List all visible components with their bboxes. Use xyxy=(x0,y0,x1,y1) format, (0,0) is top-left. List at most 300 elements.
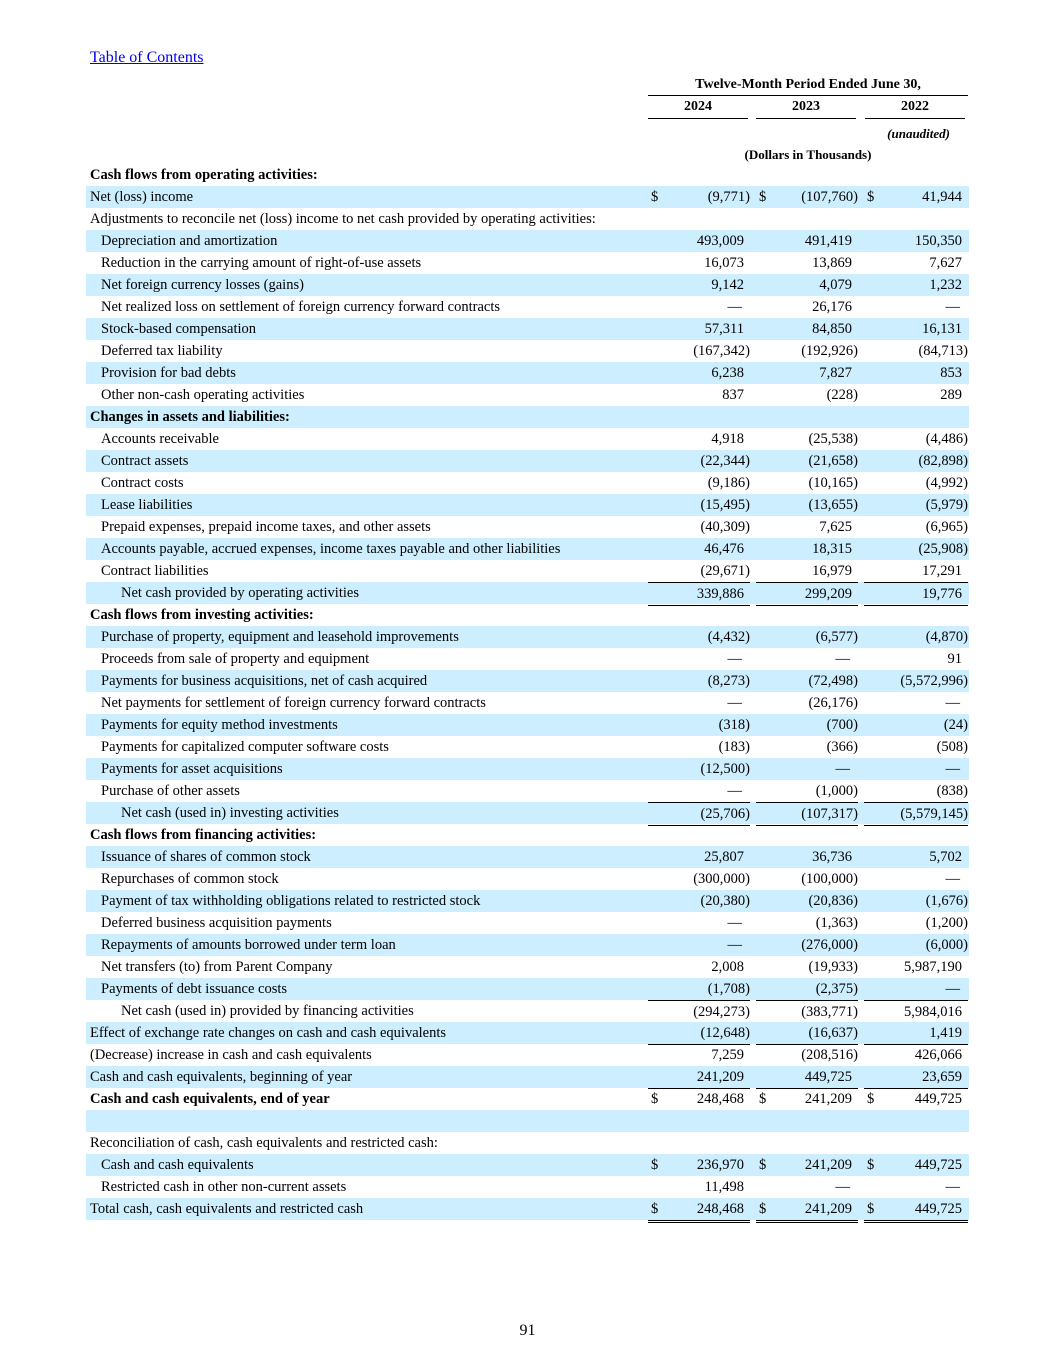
cell-value: (838) xyxy=(936,783,968,799)
value-cell xyxy=(648,714,750,736)
value-cell xyxy=(756,186,858,208)
cell-value: — xyxy=(835,1179,850,1195)
value-cell xyxy=(864,648,968,670)
cell-value: (383,771) xyxy=(801,1004,858,1020)
value-cell xyxy=(648,692,750,714)
value-cell xyxy=(648,868,750,890)
row-label: Accounts payable, accrued expenses, income taxes payable and other liabilities xyxy=(101,541,561,557)
row-label: Payments for equity method investments xyxy=(101,717,338,733)
cell-value: 248,468 xyxy=(696,1201,744,1217)
row-label: Restricted cash in other non-current assets xyxy=(101,1179,347,1195)
row-label: Reduction in the carrying amount of right-of-use assets xyxy=(101,255,422,271)
value-cell xyxy=(756,1044,858,1066)
value-cell xyxy=(864,1154,968,1176)
value-cell xyxy=(648,428,750,450)
value-cell xyxy=(756,560,858,582)
cell-value: 16,979 xyxy=(812,563,852,579)
cell-value: — xyxy=(945,871,960,887)
row-label: Cash and cash equivalents xyxy=(101,1157,254,1173)
value-cell xyxy=(648,186,750,208)
table-row xyxy=(86,780,969,802)
value-cell xyxy=(648,648,750,670)
value-cell xyxy=(648,494,750,516)
cell-value: 16,131 xyxy=(922,321,962,337)
value-cell xyxy=(864,340,968,362)
table-row xyxy=(86,912,969,934)
table-row xyxy=(86,670,969,692)
value-cell xyxy=(864,252,968,274)
value-cell xyxy=(648,230,750,252)
row-label: Proceeds from sale of property and equipment xyxy=(101,651,370,667)
dollar-sign: $ xyxy=(651,1091,659,1107)
cell-value: (5,979) xyxy=(925,497,968,513)
value-cell xyxy=(864,494,968,516)
cell-value: (84,713) xyxy=(918,343,968,359)
cell-value: 339,886 xyxy=(696,586,744,602)
value-cell xyxy=(756,1198,858,1223)
value-cell xyxy=(648,472,750,494)
table-row xyxy=(86,186,969,208)
table-row xyxy=(86,1110,969,1132)
cell-value: (29,671) xyxy=(700,563,750,579)
units-caption: (Dollars in Thousands) xyxy=(744,147,872,162)
row-label: Accounts receivable xyxy=(101,431,219,447)
cell-value: (700) xyxy=(826,717,858,733)
cell-value: 1,419 xyxy=(929,1025,962,1041)
row-label: Cash and cash equivalents, beginning of year xyxy=(90,1069,353,1085)
cell-value: 248,468 xyxy=(696,1091,744,1107)
value-cell xyxy=(756,670,858,692)
cell-value: (20,836) xyxy=(808,893,858,909)
table-row xyxy=(86,560,969,582)
value-cell xyxy=(756,692,858,714)
value-cell xyxy=(756,1066,858,1089)
value-cell xyxy=(756,230,858,252)
cell-value: 19,776 xyxy=(922,586,962,602)
table-row xyxy=(86,604,969,626)
cell-value: (21,658) xyxy=(808,453,858,469)
cell-value: (22,344) xyxy=(700,453,750,469)
value-cell xyxy=(648,846,750,868)
cell-value: (5,579,145) xyxy=(900,806,968,822)
year-header-2024: 2024 xyxy=(648,99,748,119)
cell-value: (508) xyxy=(936,739,968,755)
value-cell xyxy=(648,1154,750,1176)
cell-value: (5,572,996) xyxy=(900,673,968,689)
row-label: Net foreign currency losses (gains) xyxy=(101,277,304,293)
value-cell xyxy=(864,758,968,780)
value-cell xyxy=(864,868,968,890)
cell-value: 46,476 xyxy=(704,541,744,557)
row-label: Stock-based compensation xyxy=(101,321,257,337)
dollar-sign: $ xyxy=(651,1201,659,1217)
value-cell xyxy=(864,1022,968,1045)
table-row xyxy=(86,1066,969,1088)
row-label: Contract assets xyxy=(101,453,189,469)
cell-value: (12,648) xyxy=(700,1025,750,1041)
cell-value: — xyxy=(945,299,960,315)
cell-value: 4,079 xyxy=(819,277,852,293)
cell-value: (100,000) xyxy=(801,871,858,887)
value-cell xyxy=(756,890,858,912)
cell-value: — xyxy=(945,761,960,777)
dollar-sign: $ xyxy=(867,1201,875,1217)
cell-value: (40,309) xyxy=(700,519,750,535)
value-cell xyxy=(648,1000,750,1024)
value-cell xyxy=(756,318,858,340)
table-row xyxy=(86,362,969,384)
value-cell xyxy=(756,758,858,780)
table-row xyxy=(86,428,969,450)
value-cell xyxy=(756,1176,858,1199)
value-cell xyxy=(756,868,858,890)
table-row xyxy=(86,318,969,340)
dollar-sign: $ xyxy=(867,1157,875,1173)
value-cell xyxy=(648,1044,750,1066)
dollar-sign: $ xyxy=(759,189,767,205)
cell-value: 241,209 xyxy=(804,1201,852,1217)
value-cell xyxy=(648,890,750,912)
cell-value: 837 xyxy=(722,387,744,403)
cell-value: (6,965) xyxy=(925,519,968,535)
dollar-sign: $ xyxy=(867,1091,875,1107)
table-row xyxy=(86,516,969,538)
table-row xyxy=(86,230,969,252)
value-cell xyxy=(756,516,858,538)
row-label: Total cash, cash equivalents and restricted cash xyxy=(90,1201,364,1217)
cell-value: 7,625 xyxy=(819,519,852,535)
value-cell xyxy=(864,978,968,1000)
cell-value: 18,315 xyxy=(812,541,852,557)
value-cell xyxy=(756,912,858,934)
value-cell xyxy=(864,802,968,826)
table-row xyxy=(86,1022,969,1044)
row-label: Adjustments to reconcile net (loss) income to net cash provided by operating activities: xyxy=(90,211,596,227)
row-label: Effect of exchange rate changes on cash and cash equivalents xyxy=(90,1025,447,1041)
cash-flow-table xyxy=(86,164,969,1220)
cell-value: 449,725 xyxy=(804,1069,852,1085)
dollar-sign: $ xyxy=(867,189,875,205)
dollar-sign: $ xyxy=(759,1091,767,1107)
cell-value: (183) xyxy=(718,739,750,755)
value-cell xyxy=(648,582,750,606)
value-cell xyxy=(864,912,968,934)
table-row xyxy=(86,648,969,670)
value-cell xyxy=(756,362,858,384)
value-cell xyxy=(648,1176,750,1199)
cell-value: 13,869 xyxy=(812,255,852,271)
cell-value: 9,142 xyxy=(711,277,744,293)
table-row xyxy=(86,956,969,978)
value-cell xyxy=(648,1198,750,1223)
cell-value: 449,725 xyxy=(914,1157,962,1173)
cell-value: (1,200) xyxy=(925,915,968,931)
table-row xyxy=(86,868,969,890)
value-cell xyxy=(864,1088,968,1110)
cell-value: (9,771) xyxy=(707,189,750,205)
table-row xyxy=(86,406,969,428)
row-label: Net transfers (to) from Parent Company xyxy=(101,959,333,975)
table-row xyxy=(86,1132,969,1154)
dollar-sign: $ xyxy=(651,1157,659,1173)
value-cell xyxy=(756,648,858,670)
value-cell xyxy=(756,846,858,868)
cell-value: 7,259 xyxy=(711,1047,744,1063)
cell-value: 449,725 xyxy=(914,1201,962,1217)
row-label: Deferred business acquisition payments xyxy=(101,915,332,931)
row-label: Net cash (used in) provided by financing activities xyxy=(121,1003,414,1019)
value-cell xyxy=(648,560,750,582)
value-cell xyxy=(648,956,750,978)
cell-value: (12,500) xyxy=(700,761,750,777)
row-label: Payments for capitalized computer software costs xyxy=(101,739,389,755)
cell-value: 493,009 xyxy=(696,233,744,249)
row-label: Purchase of other assets xyxy=(101,783,240,799)
value-cell xyxy=(756,340,858,362)
value-cell xyxy=(648,978,750,1000)
cell-value: (1,676) xyxy=(925,893,968,909)
cell-value: (6,577) xyxy=(815,629,858,645)
value-cell xyxy=(756,252,858,274)
value-cell xyxy=(864,780,968,802)
table-row xyxy=(86,890,969,912)
cell-value: (208,516) xyxy=(801,1047,858,1063)
value-cell xyxy=(864,384,968,406)
row-label: Repayments of amounts borrowed under term loan xyxy=(101,937,396,953)
table-row xyxy=(86,934,969,956)
cell-value: (16,637) xyxy=(808,1025,858,1041)
row-label: Net (loss) income xyxy=(90,189,194,205)
table-row xyxy=(86,494,969,516)
year-header-2023: 2023 xyxy=(756,99,856,119)
value-cell xyxy=(648,802,750,826)
cell-value: 84,850 xyxy=(812,321,852,337)
value-cell xyxy=(648,318,750,340)
cell-value: 289 xyxy=(940,387,962,403)
table-row xyxy=(86,626,969,648)
cell-value: 57,311 xyxy=(704,321,744,337)
cell-value: (25,538) xyxy=(808,431,858,447)
row-label: Cash flows from operating activities: xyxy=(90,167,318,183)
value-cell xyxy=(864,1198,968,1223)
value-cell xyxy=(648,1066,750,1089)
row-label: Lease liabilities xyxy=(101,497,193,513)
value-cell xyxy=(864,736,968,758)
value-cell xyxy=(756,802,858,826)
value-cell xyxy=(864,274,968,296)
cell-value: (4,870) xyxy=(925,629,968,645)
table-row xyxy=(86,846,969,868)
value-cell xyxy=(864,890,968,912)
cell-value: — xyxy=(945,1179,960,1195)
table-row xyxy=(86,1044,969,1066)
row-label: Purchase of property, equipment and leasehold improvements xyxy=(101,629,459,645)
cell-value: (318) xyxy=(718,717,750,733)
value-cell xyxy=(648,1088,750,1110)
table-row xyxy=(86,472,969,494)
table-row xyxy=(86,714,969,736)
table-row xyxy=(86,978,969,1000)
table-row xyxy=(86,164,969,186)
cell-value: 7,827 xyxy=(819,365,852,381)
value-cell xyxy=(864,582,968,606)
cell-value: (2,375) xyxy=(815,981,858,997)
cell-value: — xyxy=(727,937,742,953)
dollar-sign: $ xyxy=(759,1157,767,1173)
row-label: Provision for bad debts xyxy=(101,365,236,381)
row-label: Payments for asset acquisitions xyxy=(101,761,283,777)
cell-value: — xyxy=(727,299,742,315)
cell-value: 5,984,016 xyxy=(904,1004,962,1020)
table-row xyxy=(86,208,969,230)
row-label: Contract costs xyxy=(101,475,184,491)
row-label: Net cash provided by operating activities xyxy=(121,585,359,601)
value-cell xyxy=(648,296,750,318)
value-cell xyxy=(756,494,858,516)
cell-value: (300,000) xyxy=(693,871,750,887)
cell-value: 241,209 xyxy=(804,1157,852,1173)
table-row xyxy=(86,1176,969,1198)
value-cell xyxy=(648,516,750,538)
cell-value: 1,232 xyxy=(929,277,962,293)
cell-value: (6,000) xyxy=(925,937,968,953)
cell-value: (25,908) xyxy=(918,541,968,557)
cell-value: (1,363) xyxy=(815,915,858,931)
cell-value: (228) xyxy=(826,387,858,403)
row-label: Payments of debt issuance costs xyxy=(101,981,288,997)
cell-value: 41,944 xyxy=(922,189,962,205)
value-cell xyxy=(648,340,750,362)
value-cell xyxy=(756,1000,858,1024)
table-row xyxy=(86,340,969,362)
row-label: Net payments for settlement of foreign currency forward contracts xyxy=(101,695,486,711)
table-row xyxy=(86,824,969,846)
cell-value: (192,926) xyxy=(801,343,858,359)
cell-value: 26,176 xyxy=(812,299,852,315)
row-label: Issuance of shares of common stock xyxy=(101,849,311,865)
cell-value: 426,066 xyxy=(914,1047,962,1063)
cell-value: — xyxy=(727,651,742,667)
table-row xyxy=(86,582,969,604)
value-cell xyxy=(756,978,858,1000)
unaudited-note: (unaudited) xyxy=(887,126,950,141)
value-cell xyxy=(864,714,968,736)
value-cell xyxy=(756,934,858,956)
cell-value: (366) xyxy=(826,739,858,755)
value-cell xyxy=(864,1066,968,1089)
cell-value: 5,702 xyxy=(929,849,962,865)
value-cell xyxy=(864,472,968,494)
value-cell xyxy=(648,252,750,274)
value-cell xyxy=(756,1022,858,1045)
value-cell xyxy=(756,472,858,494)
cell-value: — xyxy=(727,695,742,711)
value-cell xyxy=(648,626,750,648)
cell-value: 241,209 xyxy=(696,1069,744,1085)
value-cell xyxy=(864,956,968,978)
row-label: Cash flows from investing activities: xyxy=(90,607,314,623)
table-row xyxy=(86,252,969,274)
cell-value: (19,933) xyxy=(808,959,858,975)
value-cell xyxy=(756,384,858,406)
value-cell xyxy=(864,362,968,384)
value-cell xyxy=(756,714,858,736)
value-cell xyxy=(756,956,858,978)
value-cell xyxy=(756,736,858,758)
cell-value: 17,291 xyxy=(922,563,962,579)
value-cell xyxy=(864,428,968,450)
page-number: 91 xyxy=(519,1322,536,1339)
value-cell xyxy=(864,846,968,868)
row-label: Net cash (used in) investing activities xyxy=(121,805,339,821)
value-cell xyxy=(648,758,750,780)
cell-value: — xyxy=(835,651,850,667)
row-label: Cash and cash equivalents, end of year xyxy=(90,1091,330,1107)
cell-value: 5,987,190 xyxy=(904,959,962,975)
row-label: Repurchases of common stock xyxy=(101,871,279,887)
cell-value: — xyxy=(727,915,742,931)
table-row xyxy=(86,384,969,406)
value-cell xyxy=(648,450,750,472)
cell-value: (107,760) xyxy=(801,189,858,205)
cell-value: — xyxy=(835,761,850,777)
cell-value: — xyxy=(945,695,960,711)
cell-value: 4,918 xyxy=(711,431,744,447)
row-label: Changes in assets and liabilities: xyxy=(90,409,290,425)
cell-value: (1,000) xyxy=(815,783,858,799)
value-cell xyxy=(756,1088,858,1110)
cell-value: 2,008 xyxy=(711,959,744,975)
value-cell xyxy=(756,296,858,318)
table-row xyxy=(86,802,969,824)
cell-value: 23,659 xyxy=(922,1069,962,1085)
row-label: Net realized loss on settlement of foreign currency forward contracts xyxy=(101,299,500,315)
cell-value: 36,736 xyxy=(812,849,852,865)
cell-value: (4,992) xyxy=(925,475,968,491)
value-cell xyxy=(756,780,858,802)
table-row xyxy=(86,296,969,318)
value-cell xyxy=(864,934,968,956)
row-label: Depreciation and amortization xyxy=(101,233,278,249)
table-of-contents-link[interactable]: Table of Contents xyxy=(90,49,204,66)
cell-value: 16,073 xyxy=(704,255,744,271)
cell-value: 241,209 xyxy=(804,1091,852,1107)
table-row xyxy=(86,1000,969,1022)
table-row xyxy=(86,758,969,780)
cell-value: 449,725 xyxy=(914,1091,962,1107)
cell-value: 299,209 xyxy=(804,586,852,602)
cell-value: (4,432) xyxy=(707,629,750,645)
table-row xyxy=(86,1154,969,1176)
value-cell xyxy=(864,1044,968,1066)
cell-value: (82,898) xyxy=(918,453,968,469)
cell-value: — xyxy=(727,783,742,799)
dollar-sign: $ xyxy=(759,1201,767,1217)
value-cell xyxy=(864,1176,968,1199)
cell-value: 150,350 xyxy=(914,233,962,249)
cell-value: (107,317) xyxy=(801,806,858,822)
table-row xyxy=(86,1088,969,1110)
row-label: Contract liabilities xyxy=(101,563,209,579)
value-cell xyxy=(648,934,750,956)
value-cell xyxy=(864,692,968,714)
value-cell xyxy=(648,670,750,692)
value-cell xyxy=(864,450,968,472)
row-label: Reconciliation of cash, cash equivalents and restricted cash: xyxy=(90,1135,438,1151)
value-cell xyxy=(864,1000,968,1024)
cell-value: (24) xyxy=(943,717,968,733)
value-cell xyxy=(864,186,968,208)
